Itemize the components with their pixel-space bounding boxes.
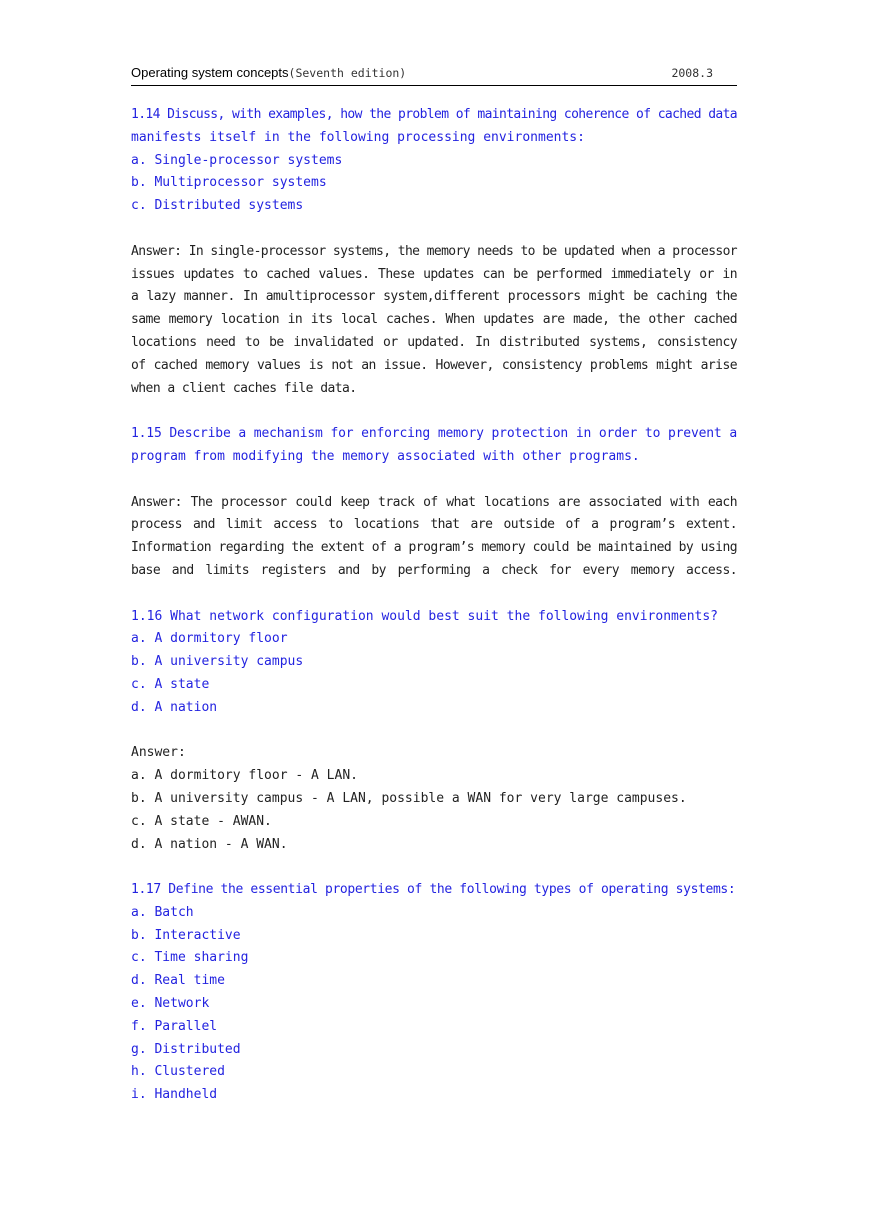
- question-option: c. A state: [131, 676, 210, 692]
- question-1-14: [131, 104, 737, 218]
- question-option: b. A university campus: [131, 654, 304, 670]
- question-option: d. Real time: [131, 973, 225, 989]
- question-1-15: [131, 423, 737, 469]
- question-option: b. Multiprocessor systems: [131, 175, 327, 191]
- book-title: Operating system concepts: [131, 65, 289, 80]
- question-option: i. Handheld: [131, 1087, 218, 1103]
- question-option: a. A dormitory floor: [131, 631, 288, 647]
- answer-1-14: [131, 241, 737, 401]
- question-option: a. Single-processor systems: [131, 152, 343, 168]
- question-line: program from modifying the memory associated with other programs.: [131, 448, 640, 464]
- answer-item: b. A university campus - A LAN, possible a WAN for very large campuses.: [131, 790, 687, 806]
- answer-line: when a client caches file data.: [131, 380, 357, 396]
- answer-line: Answer: The processor could keep track of what locations are associated with each: [131, 494, 737, 510]
- answer-line: Answer: In single-processor systems, the memory needs to be updated when a processor: [131, 243, 737, 259]
- question-option: d. A nation: [131, 699, 218, 715]
- question-line: 1.14 Discuss, with examples, how the problem of maintaining coherence of cached data: [131, 107, 737, 122]
- edition-label: (Seventh edition): [288, 66, 407, 80]
- answer-1-16: [131, 742, 737, 856]
- document-body: [131, 104, 737, 1107]
- question-option: a. Batch: [131, 904, 194, 920]
- question-option: c. Distributed systems: [131, 198, 304, 214]
- answer-line: locations need to be invalidated or updated. In distributed systems, consistency: [131, 334, 737, 350]
- answer-label: Answer:: [131, 745, 186, 761]
- question-1-16: [131, 606, 737, 720]
- answer-item: c. A state - AWAN.: [131, 813, 272, 829]
- answer-line: a lazy manner. In amultiprocessor system,different processors might be caching the: [131, 289, 737, 305]
- answer-line: issues updates to cached values. These updates can be performed immediately or in: [131, 266, 737, 282]
- question-line: 1.16 What network configuration would best suit the following environments?: [131, 608, 718, 624]
- answer-line: process and limit access to locations that are outside of a program’s extent.: [131, 517, 737, 533]
- answer-line: Information regarding the extent of a program’s memory could be maintained by using: [131, 540, 737, 556]
- answer-line: same memory location in its local caches. When updates are made, the other cached: [131, 312, 737, 328]
- header-title: [131, 65, 406, 80]
- question-1-17: [131, 879, 737, 1107]
- question-option: h. Clustered: [131, 1064, 225, 1080]
- answer-item: d. A nation - A WAN.: [131, 836, 288, 852]
- question-option: g. Distributed: [131, 1041, 241, 1057]
- page-header: [131, 63, 737, 86]
- question-option: f. Parallel: [131, 1018, 218, 1034]
- answer-line: base and limits registers and by performing a check for every memory access.: [131, 562, 737, 578]
- question-option: e. Network: [131, 996, 210, 1012]
- question-option: b. Interactive: [131, 927, 241, 943]
- question-option: c. Time sharing: [131, 950, 249, 966]
- question-line: 1.15 Describe a mechanism for enforcing memory protection in order to prevent a: [131, 426, 737, 442]
- answer-item: a. A dormitory floor - A LAN.: [131, 768, 358, 784]
- question-line: 1.17 Define the essential properties of the following types of operating systems:: [131, 882, 736, 898]
- answer-1-15: [131, 492, 737, 583]
- question-line: manifests itself in the following processing environments:: [131, 129, 585, 145]
- header-date: 2008.3: [671, 66, 713, 80]
- answer-line: of cached memory values is not an issue. However, consistency problems might arise: [131, 357, 737, 373]
